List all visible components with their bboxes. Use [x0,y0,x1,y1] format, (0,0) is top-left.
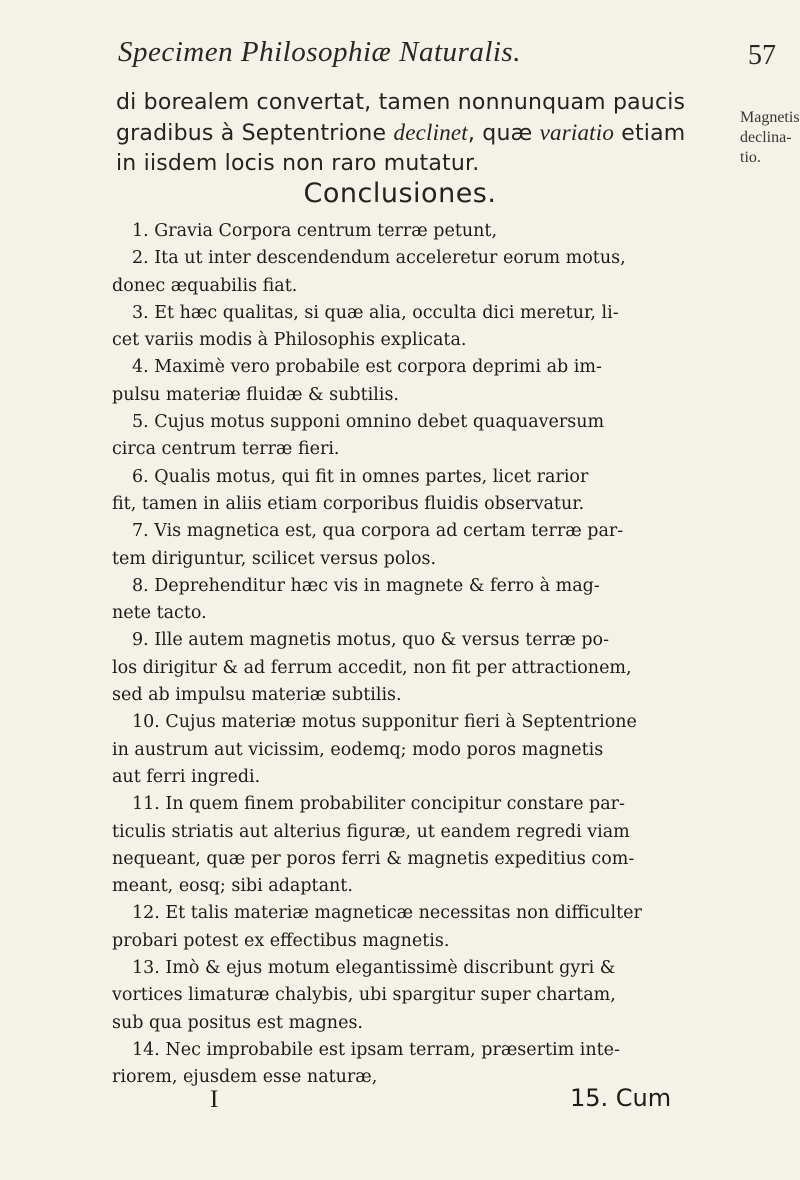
intro-text: di borealem convertat, tamen nonnunquam paucis [116,90,686,115]
conclusion-line: nete tacto. [112,603,207,624]
conclusion-line: sub qua positus est magnes. [112,1012,363,1033]
conclusion-line: 5. Cujus motus supponi omnino debet quaquaversum [132,412,605,433]
intro-italic-term: variatio [539,120,615,145]
conclusion-line: sed ab impulsu materiæ subtilis. [112,685,402,706]
conclusion-line: in austrum aut vicissim, eodemq; modo poros magnetis [112,739,604,760]
conclusion-line: 6. Qualis motus, qui fit in omnes partes, licet rarior [132,466,589,487]
conclusion-line: 2. Ita ut inter descendendum acceleretur eorum motus, [132,248,626,269]
section-heading: Conclusiones. [303,178,497,209]
conclusion-line: cet variis modis à Philosophis explicata. [112,330,467,351]
conclusion-line: 12. Et talis materiæ magneticæ necessitas non difficulter [132,903,642,924]
intro-text: etiam [614,121,686,146]
conclusion-line: tem diriguntur, scilicet versus polos. [112,548,437,569]
running-head: Specimen Philosophiæ Naturalis. [118,36,521,68]
margin-note [740,108,800,168]
conclusion-line: 3. Et hæc qualitas, si quæ alia, occulta dici meretur, li- [132,302,619,323]
conclusion-line: pulsu materiæ fluidæ & subtilis. [112,384,399,405]
conclusions-list [112,218,742,1092]
conclusion-line: ticulis striatis aut alterius figuræ, ut eandem regredi viam [112,821,630,842]
conclusion-line: 11. In quem finem probabiliter concipitur constare par- [132,794,625,815]
conclusion-line: 4. Maximè vero probabile est corpora deprimi ab im- [132,357,602,378]
conclusion-line: 9. Ille autem magnetis motus, quo & versus terræ po- [132,630,610,651]
conclusion-line: nequeant, quæ per poros ferri & magnetis expeditius com- [112,848,635,869]
catchword: 15. Cum [570,1084,672,1112]
intro-line [116,88,736,118]
conclusion-line: 14. Nec improbabile est ipsam terram, præsertim inte- [132,1039,620,1060]
intro-paragraph [116,88,736,179]
conclusion-line: los dirigitur & ad ferrum accedit, non fit per attractionem, [112,657,632,678]
intro-line [116,149,736,179]
intro-italic-term: declinet [393,120,468,145]
conclusion-line: meant, eosq; sibi adaptant. [112,876,353,897]
intro-text: , quæ [467,121,540,146]
conclusion-line: 7. Vis magnetica est, qua corpora ad certam terræ par- [132,521,624,542]
conclusion-line: donec æquabilis fiat. [112,275,298,296]
conclusion-line: circa centrum terræ fieri. [112,439,340,460]
conclusion-line: 10. Cujus materiæ motus supponitur fieri à Septentrione [132,712,637,733]
margin-note-line: declina- [740,129,792,146]
conclusion-line: 8. Deprehenditur hæc vis in magnete & ferro à mag- [132,575,600,596]
conclusion-line: 13. Imò & ejus motum elegantissimè discribunt gyri & [132,958,616,979]
conclusion-line: vortices limaturæ chalybis, ubi spargitur super chartam, [112,985,616,1006]
margin-note-line: tio. [740,149,761,166]
conclusion-line: fit, tamen in aliis etiam corporibus fluidis observatur. [112,493,585,514]
intro-line [116,118,736,149]
intro-text: in iisdem locis non raro mutatur. [116,151,480,176]
margin-note-line: Magnetis [740,109,800,126]
conclusion-line: probari potest ex effectibus magnetis. [112,930,450,951]
conclusion-line: aut ferri ingredi. [112,766,261,787]
intro-text: gradibus à Septentrione [116,121,394,146]
page-number: 57 [748,40,776,71]
signature-mark: I [210,1086,219,1113]
conclusion-line: 1. Gravia Corpora centrum terræ petunt, [132,221,498,241]
conclusion-line: riorem, ejusdem esse naturæ, [112,1067,378,1088]
